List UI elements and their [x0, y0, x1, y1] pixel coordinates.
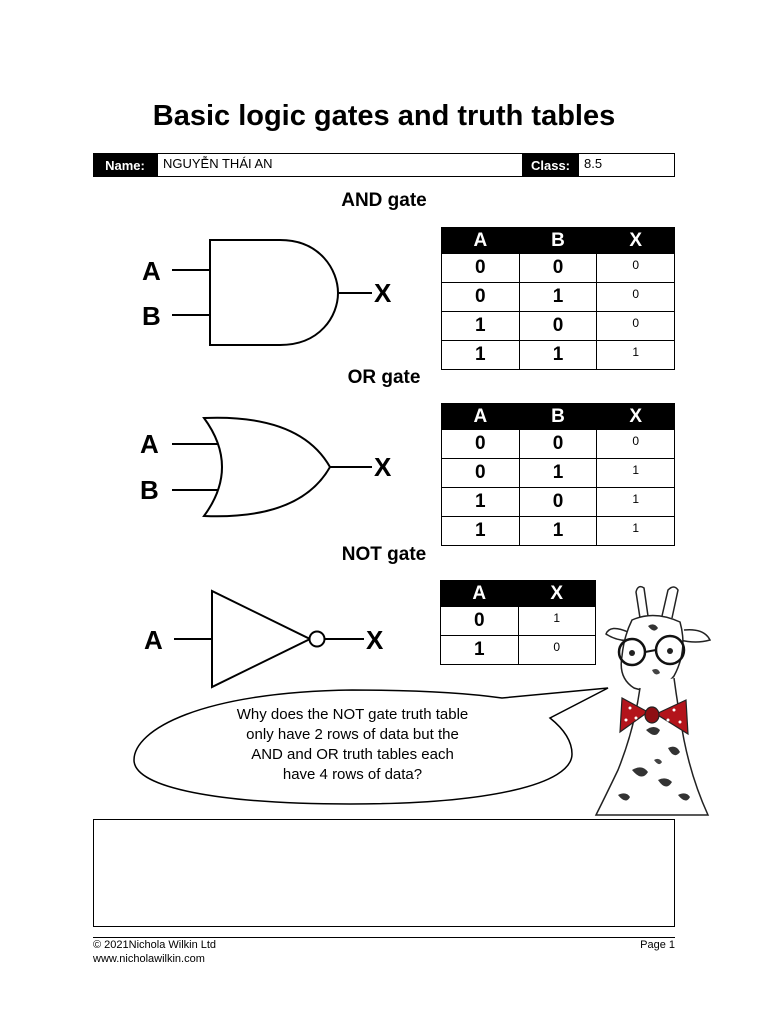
or-gate-heading: OR gate — [347, 367, 421, 388]
footer-website: www.nicholawilkin.com — [93, 953, 205, 965]
not-input-a-label: A — [144, 625, 163, 655]
and-gate-diagram — [130, 230, 410, 355]
table-cell: 1 — [442, 488, 520, 517]
class-label: Class: — [523, 153, 578, 177]
answer-cell[interactable]: 1 — [518, 607, 596, 636]
table-cell: 0 — [519, 312, 597, 341]
answer-cell[interactable]: 0 — [597, 254, 675, 283]
or-input-a-label: A — [140, 429, 159, 459]
and-input-a-label: A — [142, 256, 161, 286]
table-cell: 1 — [442, 312, 520, 341]
name-field[interactable]: NGUYỄN THÁI AN — [157, 153, 523, 177]
or-header-b: B — [519, 404, 597, 430]
or-table-header — [442, 404, 675, 430]
not-gate-heading: NOT gate — [341, 544, 427, 565]
table-cell: 1 — [442, 517, 520, 546]
table-cell: 0 — [442, 283, 520, 312]
answer-cell[interactable]: 1 — [597, 488, 675, 517]
and-truth-table — [441, 227, 675, 370]
table-cell: 1 — [442, 341, 520, 370]
table-row — [442, 283, 675, 312]
table-row — [442, 312, 675, 341]
giraffe-illustration — [588, 580, 718, 815]
name-label: Name: — [93, 153, 157, 177]
and-gate-heading: AND gate — [341, 190, 427, 211]
page-title: Basic logic gates and truth tables — [152, 100, 616, 132]
or-input-b-label: B — [140, 475, 159, 505]
student-info-row — [93, 153, 675, 177]
table-cell: 0 — [442, 254, 520, 283]
and-header-b: B — [519, 228, 597, 254]
answer-cell[interactable]: 0 — [518, 636, 596, 665]
and-header-x: X — [597, 228, 675, 254]
and-input-b-label: B — [142, 301, 161, 331]
table-cell: 1 — [441, 636, 519, 665]
table-cell: 1 — [519, 517, 597, 546]
question-line: only have 2 rows of data but the — [246, 726, 459, 743]
or-gate-diagram — [130, 410, 410, 530]
or-header-x: X — [597, 404, 675, 430]
answer-cell[interactable]: 0 — [597, 312, 675, 341]
class-field[interactable]: 8.5 — [578, 153, 675, 177]
table-row — [442, 459, 675, 488]
not-table-header — [441, 581, 596, 607]
table-row — [441, 607, 596, 636]
table-row — [442, 430, 675, 459]
answer-cell[interactable]: 0 — [597, 283, 675, 312]
table-cell: 0 — [519, 488, 597, 517]
question-text — [190, 705, 515, 785]
footer-divider — [93, 937, 675, 938]
table-cell: 1 — [519, 459, 597, 488]
answer-cell[interactable]: 0 — [597, 430, 675, 459]
table-cell: 0 — [442, 430, 520, 459]
not-output-x-label: X — [366, 625, 384, 655]
table-row — [442, 488, 675, 517]
question-line: have 4 rows of data? — [282, 766, 423, 783]
answer-cell[interactable]: 1 — [597, 517, 675, 546]
question-line: AND and OR truth tables each — [251, 746, 454, 763]
table-row — [442, 254, 675, 283]
table-cell: 0 — [441, 607, 519, 636]
or-truth-table — [441, 403, 675, 546]
question-line: Why does the NOT gate truth table — [236, 706, 469, 723]
not-header-a: A — [441, 581, 519, 607]
answer-box[interactable] — [93, 819, 675, 927]
and-header-a: A — [442, 228, 520, 254]
answer-cell[interactable]: 1 — [597, 341, 675, 370]
and-output-x-label: X — [374, 278, 392, 308]
table-cell: 1 — [519, 341, 597, 370]
table-row — [442, 341, 675, 370]
table-cell: 1 — [519, 283, 597, 312]
or-output-x-label: X — [374, 452, 392, 482]
and-table-header — [442, 228, 675, 254]
table-cell: 0 — [442, 459, 520, 488]
or-header-a: A — [442, 404, 520, 430]
not-truth-table — [440, 580, 596, 665]
table-cell: 0 — [519, 430, 597, 459]
not-header-x: X — [518, 581, 596, 607]
answer-cell[interactable]: 1 — [597, 459, 675, 488]
footer-copyright: © 2021Nichola Wilkin Ltd — [93, 939, 217, 951]
footer-page-number: Page 1 — [640, 939, 675, 951]
table-cell: 0 — [519, 254, 597, 283]
table-row — [442, 517, 675, 546]
